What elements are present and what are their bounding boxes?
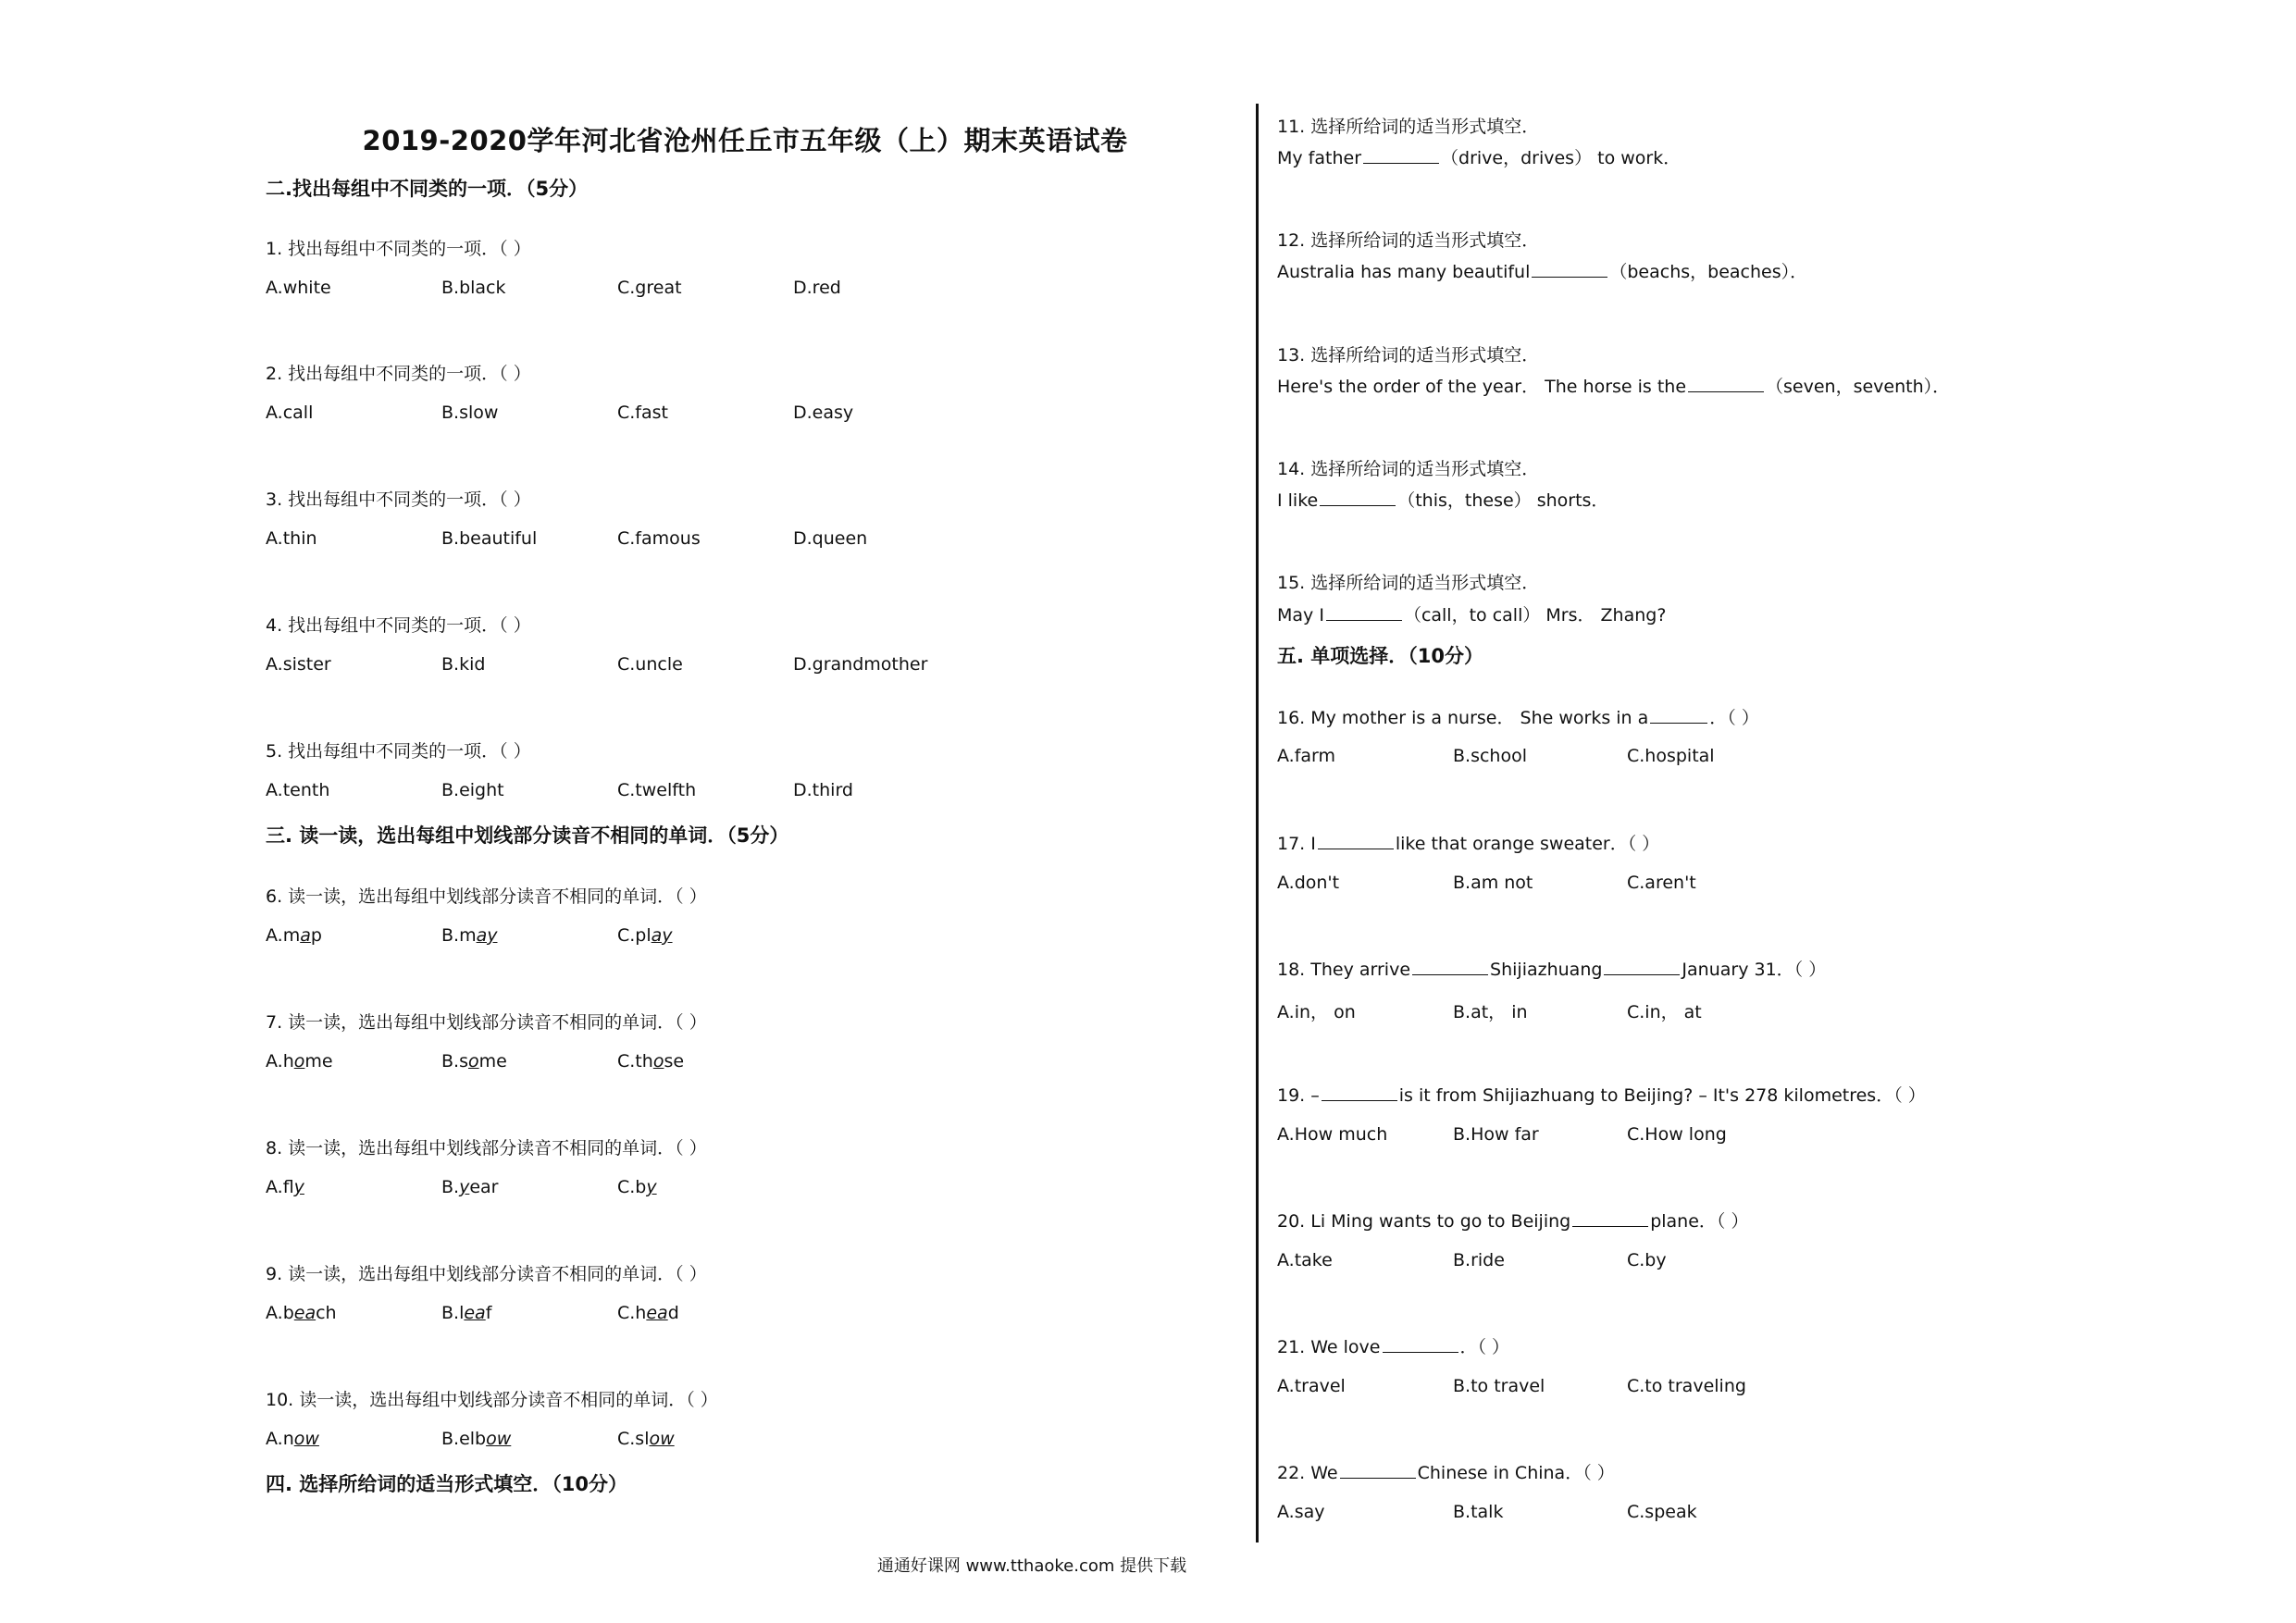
option-a[interactable]: A.in， on: [1277, 1002, 1356, 1022]
option-b[interactable]: B.some: [441, 1051, 507, 1072]
question-15-sentence: May I （call，to call） Mrs． Zhang?: [1277, 605, 1667, 626]
option-a[interactable]: A.don't: [1277, 873, 1340, 893]
question-4-options: [266, 654, 1098, 680]
option-c[interactable]: C.to traveling: [1627, 1376, 1746, 1396]
question-22-options: [1277, 1502, 2110, 1528]
option-a[interactable]: A.fly: [266, 1177, 304, 1197]
question-8-stem: 8. 读一读，选出每组中划线部分读音不相同的单词．（ ）: [266, 1138, 707, 1158]
footer-credit: 通通好课网 www.tthaoke.com 提供下载: [876, 1556, 1187, 1576]
question-1-options: [266, 278, 1098, 304]
option-b[interactable]: B.talk: [1453, 1502, 1504, 1522]
question-18-options: [1277, 998, 2110, 1024]
answer-blank[interactable]: [1572, 1209, 1648, 1227]
option-a[interactable]: A.say: [1277, 1502, 1325, 1522]
option-a[interactable]: A.beach: [266, 1303, 337, 1323]
section-2-heading: 二.找出每组中不同类的一项．（5分）: [266, 178, 589, 200]
option-b[interactable]: B.black: [441, 278, 506, 298]
section-5-heading: 五. 单项选择．（10分）: [1277, 645, 1484, 667]
option-a[interactable]: A.farm: [1277, 746, 1336, 766]
question-7-stem: 7. 读一读，选出每组中划线部分读音不相同的单词．（ ）: [266, 1012, 707, 1033]
question-8-options: [266, 1177, 1098, 1203]
option-c[interactable]: C.those: [617, 1051, 685, 1072]
option-b[interactable]: B.leaf: [441, 1303, 492, 1323]
option-a[interactable]: A.How much: [1277, 1124, 1388, 1145]
question-19-stem: 19. – is it from Shijiazhuang to Beijing? – It's 278 kilometres．（ ）: [1277, 1085, 1926, 1106]
answer-blank[interactable]: [1322, 1084, 1397, 1101]
option-c[interactable]: C.great: [617, 278, 682, 298]
option-d[interactable]: D.queen: [793, 528, 868, 549]
question-20-stem: 20. Li Ming wants to go to Beijing plane．（ ）: [1277, 1211, 1749, 1232]
question-18-stem: 18. They arrive Shijiazhuang January 31．（ ）: [1277, 960, 1827, 980]
question-12-sentence: Australia has many beautiful （beachs，beaches）．: [1277, 262, 1808, 282]
answer-blank[interactable]: [1650, 706, 1707, 724]
question-11-sentence: My father （drive，drives） to work．: [1277, 148, 1682, 168]
option-b[interactable]: B.ride: [1453, 1250, 1505, 1270]
option-c[interactable]: C.by: [617, 1177, 657, 1197]
question-21-stem: 21. We love ．（ ）: [1277, 1337, 1510, 1357]
answer-blank[interactable]: [1320, 489, 1396, 506]
question-2-stem: 2. 找出每组中不同类的一项．（ ）: [266, 364, 531, 384]
answer-blank[interactable]: [1326, 603, 1402, 621]
answer-blank[interactable]: [1318, 832, 1394, 849]
option-c[interactable]: C.famous: [617, 528, 701, 549]
option-a[interactable]: A.take: [1277, 1250, 1333, 1270]
option-a[interactable]: A.now: [266, 1429, 319, 1449]
question-12-stem: 12. 选择所给词的适当形式填空．: [1277, 230, 1540, 251]
option-b[interactable]: B.beautiful: [441, 528, 538, 549]
option-d[interactable]: D.easy: [793, 403, 854, 423]
question-4-stem: 4. 找出每组中不同类的一项．（ ）: [266, 615, 531, 636]
option-a[interactable]: A.white: [266, 278, 331, 298]
option-c[interactable]: C.speak: [1627, 1502, 1697, 1522]
question-10-options: [266, 1429, 1098, 1455]
option-b[interactable]: B.slow: [441, 403, 499, 423]
option-c[interactable]: C.slow: [617, 1429, 675, 1449]
question-9-stem: 9. 读一读，选出每组中划线部分读音不相同的单词．（ ）: [266, 1264, 707, 1284]
option-b[interactable]: B.school: [1453, 746, 1527, 766]
question-22-stem: 22. We Chinese in China．（ ）: [1277, 1463, 1615, 1483]
answer-blank[interactable]: [1340, 1461, 1416, 1479]
question-16-stem: 16. My mother is a nurse． She works in a ．（ ）: [1277, 708, 1759, 728]
option-c[interactable]: C.hospital: [1627, 746, 1715, 766]
question-17-stem: 17. I like that orange sweater．（ ）: [1277, 834, 1660, 854]
section-4-heading: 四. 选择所给词的适当形式填空．（10分）: [266, 1473, 628, 1495]
answer-blank-2[interactable]: [1604, 958, 1680, 975]
option-c[interactable]: C.by: [1627, 1250, 1667, 1270]
question-14-stem: 14. 选择所给词的适当形式填空．: [1277, 459, 1540, 479]
option-a[interactable]: A.call: [266, 403, 314, 423]
option-c[interactable]: C.play: [617, 925, 673, 946]
answer-blank[interactable]: [1688, 375, 1764, 392]
option-a[interactable]: A.map: [266, 925, 322, 946]
option-d[interactable]: D.red: [793, 278, 841, 298]
option-d[interactable]: D.grandmother: [793, 654, 928, 675]
question-3-options: [266, 528, 1098, 554]
question-13-stem: 13. 选择所给词的适当形式填空．: [1277, 345, 1540, 365]
column-divider: [1256, 104, 1259, 1542]
question-13-sentence: Here's the order of the year． The horse is the （seven，seventh）．: [1277, 377, 1951, 397]
option-c[interactable]: C.in， at: [1627, 1002, 1702, 1022]
option-d[interactable]: D.third: [793, 780, 853, 800]
question-1-stem: 1. 找出每组中不同类的一项．（ ）: [266, 239, 531, 259]
question-10-stem: 10. 读一读，选出每组中划线部分读音不相同的单词．（ ）: [266, 1390, 718, 1410]
option-b[interactable]: B.eight: [441, 780, 504, 800]
question-20-options: [1277, 1250, 2110, 1276]
question-9-options: [266, 1303, 1098, 1329]
option-b[interactable]: B.to travel: [1453, 1376, 1545, 1396]
question-15-stem: 15. 选择所给词的适当形式填空．: [1277, 573, 1540, 593]
question-2-options: [266, 403, 1098, 428]
option-b[interactable]: B.may: [441, 925, 498, 946]
page-title: 2019-2020学年河北省沧州任丘市五年级（上）期末英语试卷: [362, 125, 1128, 156]
option-a[interactable]: A.thin: [266, 528, 317, 549]
option-c[interactable]: C.How long: [1627, 1124, 1727, 1145]
option-b[interactable]: B.am not: [1453, 873, 1533, 893]
option-c[interactable]: C.aren't: [1627, 873, 1696, 893]
option-b[interactable]: B.How far: [1453, 1124, 1539, 1145]
question-14-sentence: I like （this，these） shorts．: [1277, 490, 1609, 511]
option-c[interactable]: C.head: [617, 1303, 679, 1323]
option-b[interactable]: B.at， in: [1453, 1002, 1528, 1022]
answer-blank[interactable]: [1363, 146, 1439, 164]
answer-blank-1[interactable]: [1412, 958, 1488, 975]
question-17-options: [1277, 873, 2110, 898]
option-c[interactable]: C.twelfth: [617, 780, 697, 800]
question-6-options: [266, 925, 1098, 951]
question-3-stem: 3. 找出每组中不同类的一项．（ ）: [266, 489, 531, 510]
answer-blank[interactable]: [1383, 1335, 1458, 1353]
question-16-options: [1277, 746, 2110, 772]
question-11-stem: 11. 选择所给词的适当形式填空．: [1277, 117, 1540, 137]
option-a[interactable]: A.tenth: [266, 780, 330, 800]
answer-blank[interactable]: [1532, 260, 1607, 278]
option-b[interactable]: B.year: [441, 1177, 499, 1197]
question-19-options: [1277, 1124, 2110, 1150]
option-a[interactable]: A.sister: [266, 654, 331, 675]
option-c[interactable]: C.uncle: [617, 654, 683, 675]
option-c[interactable]: C.fast: [617, 403, 668, 423]
option-b[interactable]: B.elbow: [441, 1429, 512, 1449]
section-3-heading: 三. 读一读，选出每组中划线部分读音不相同的单词．（5分）: [266, 824, 789, 847]
question-5-options: [266, 780, 1098, 806]
option-b[interactable]: B.kid: [441, 654, 486, 675]
question-7-options: [266, 1051, 1098, 1077]
option-a[interactable]: A.travel: [1277, 1376, 1346, 1396]
question-5-stem: 5. 找出每组中不同类的一项．（ ）: [266, 741, 531, 762]
question-6-stem: 6. 读一读，选出每组中划线部分读音不相同的单词．（ ）: [266, 886, 707, 907]
question-21-options: [1277, 1376, 2110, 1402]
option-a[interactable]: A.home: [266, 1051, 333, 1072]
